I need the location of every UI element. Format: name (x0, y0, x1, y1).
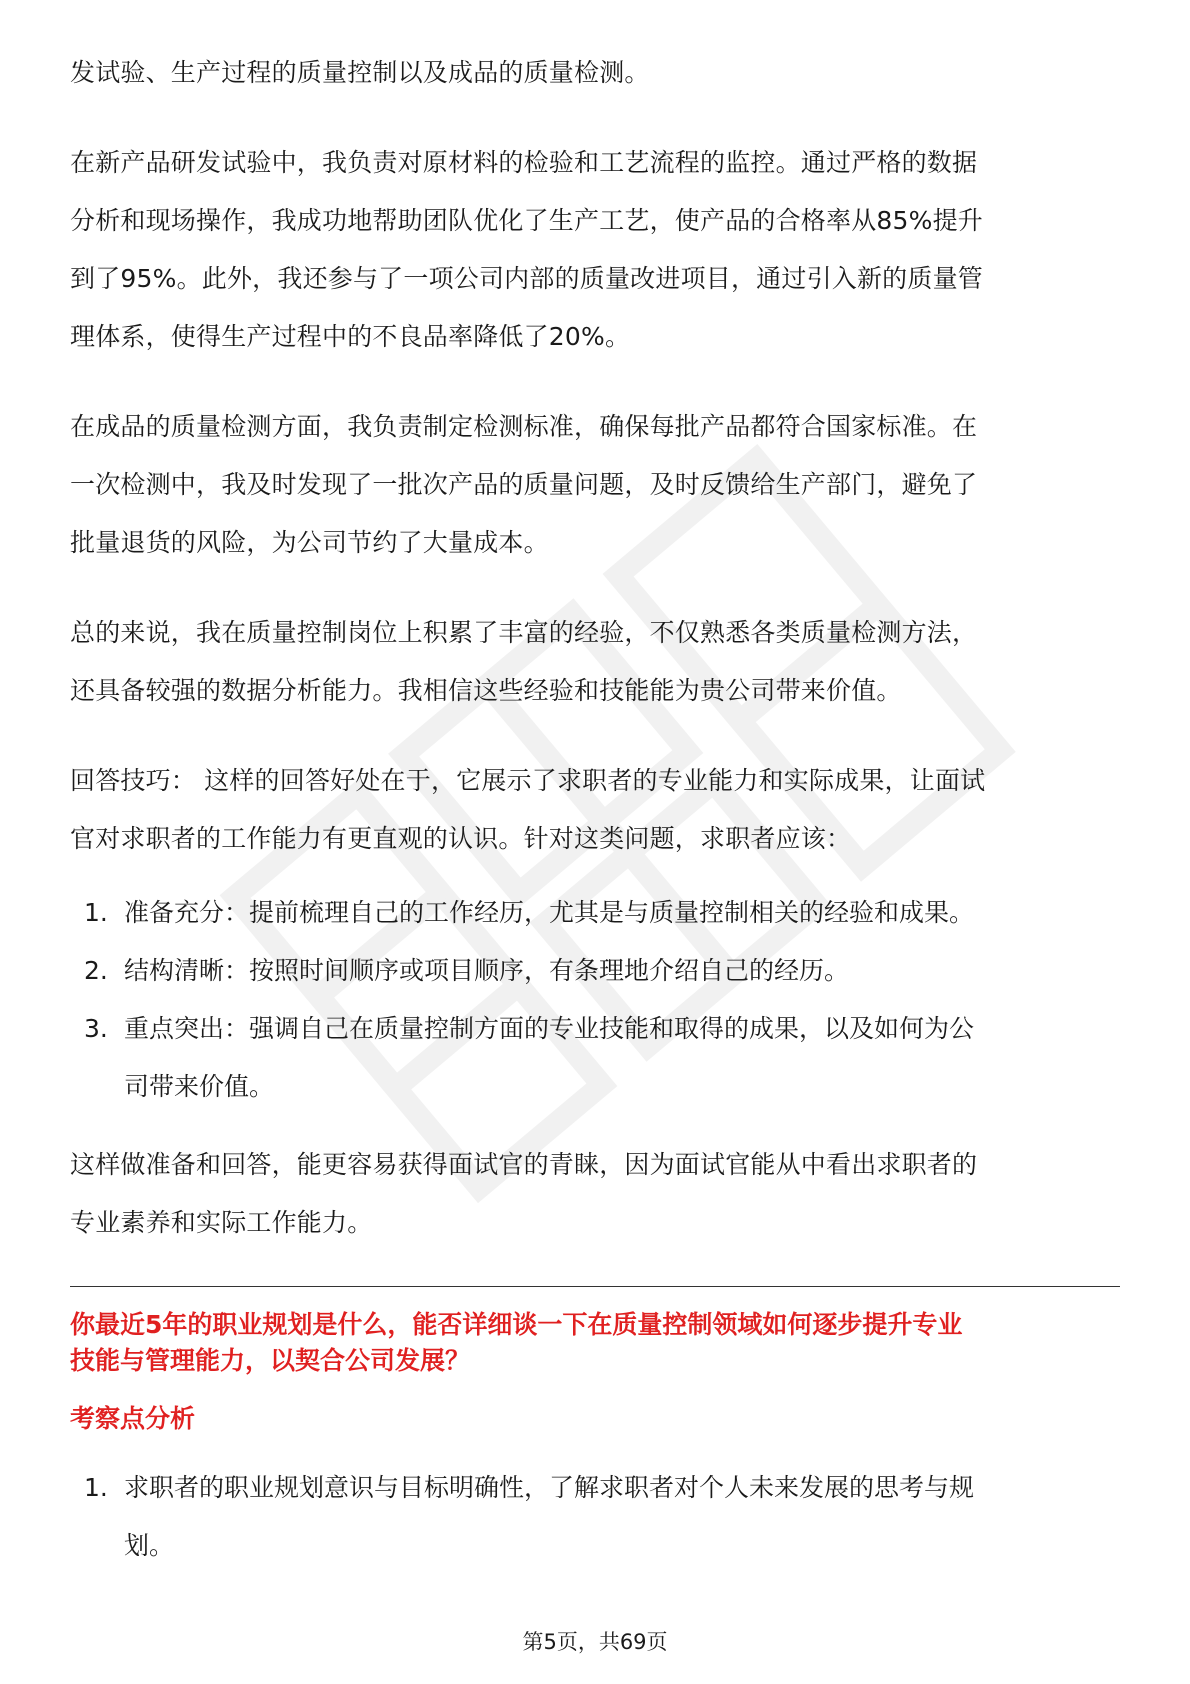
document-body (70, 44, 1120, 1575)
paragraph-line: 到了95%。此外，我还参与了一项公司内部的质量改进项目，通过引入新的质量管 (70, 264, 983, 293)
analysis-list (70, 1459, 1120, 1575)
list-number: 1. (84, 1473, 108, 1502)
paragraph-inspection (70, 398, 1120, 572)
paragraph-line: 官对求职者的工作能力有更直观的认识。针对这类问题，求职者应该： (70, 824, 852, 853)
list-item-text: 求职者的职业规划意识与目标明确性，了解求职者对个人未来发展的思考与规 (124, 1473, 975, 1502)
paragraph-line: 回答技巧： 这样的回答好处在于，它展示了求职者的专业能力和实际成果，让面试 (70, 766, 986, 795)
list-item-text: 划。 (124, 1531, 175, 1560)
list-item (70, 1459, 1120, 1575)
question-line: 你最近5年的职业规划是什么，能否详细谈一下在质量控制领域如何逐步提升专业 (70, 1310, 963, 1339)
paragraph-line: 在新产品研发试验中，我负责对原材料的检验和工艺流程的监控。通过严格的数据 (70, 148, 978, 177)
list-item-text: 结构清晰：按照时间顺序或项目顺序，有条理地介绍自己的经历。 (124, 956, 850, 985)
page-number-footer: 第5页，共69页 (522, 1630, 668, 1654)
tips-list (70, 884, 1120, 1116)
paragraph-line: 在成品的质量检测方面，我负责制定检测标准，确保每批产品都符合国家标准。在 (70, 412, 978, 441)
paragraph-line: 专业素养和实际工作能力。 (70, 1208, 373, 1237)
list-number: 2. (84, 956, 108, 985)
list-number: 1. (84, 898, 108, 927)
paragraph-line: 这样做准备和回答，能更容易获得面试官的青睐，因为面试官能从中看出求职者的 (70, 1150, 978, 1179)
question-line: 技能与管理能力，以契合公司发展？ (70, 1346, 471, 1375)
paragraph-line: 还具备较强的数据分析能力。我相信这些经验和技能能为贵公司带来价值。 (70, 676, 902, 705)
section-title: 考察点分析 (70, 1404, 196, 1433)
paragraph-closing (70, 1136, 1120, 1252)
paragraph-continuation: 发试验、生产过程的质量控制以及成品的质量检测。 (70, 58, 650, 87)
list-item (70, 1000, 1120, 1116)
paragraph-line: 批量退货的风险，为公司节约了大量成本。 (70, 528, 549, 557)
paragraph-answer-tips (70, 752, 1120, 868)
list-item-text: 司带来价值。 (124, 1072, 275, 1101)
list-item (70, 942, 1120, 1000)
paragraph-summary (70, 604, 1120, 720)
list-item (70, 884, 1120, 942)
paragraph-line: 总的来说，我在质量控制岗位上积累了丰富的经验，不仅熟悉各类质量检测方法， (70, 618, 978, 647)
list-item-text: 重点突出：强调自己在质量控制方面的专业技能和取得的成果，以及如何为公 (124, 1014, 975, 1043)
interview-question (70, 1307, 1120, 1379)
list-item-text: 准备充分：提前梳理自己的工作经历，尤其是与质量控制相关的经验和成果。 (124, 898, 975, 927)
paragraph-line: 理体系，使得生产过程中的不良品率降低了20%。 (70, 322, 631, 351)
paragraph-line: 一次检测中，我及时发现了一批次产品的质量问题，及时反馈给生产部门，避免了 (70, 470, 978, 499)
list-number: 3. (84, 1014, 108, 1043)
paragraph-line: 分析和现场操作，我成功地帮助团队优化了生产工艺，使产品的合格率从85%提升 (70, 206, 983, 235)
paragraph-rnd (70, 134, 1120, 366)
